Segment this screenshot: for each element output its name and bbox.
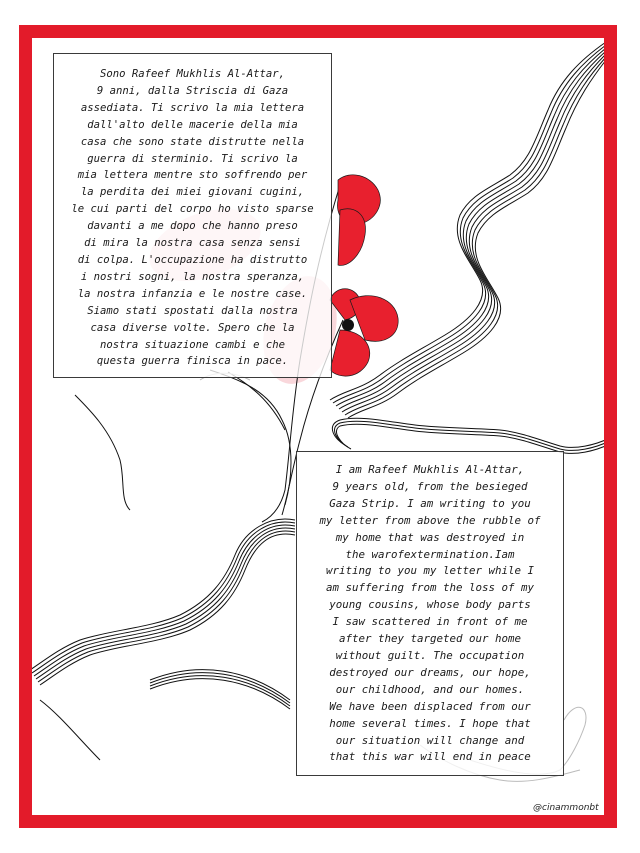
letter-english-text: I am Rafeef Mukhlis Al-Attar, 9 years old, from the besieged Gaza Strip. I am writing to you my letter from above the rubble of my home that was destroyed in the warofextermination.Iam writing to you my letter while I am suffering from the loss of my young cousins, whose body parts I saw scattered in front of me after they targeted our home without guilt. The occupation destroyed our dreams, our hope, our childhood, and our homes. We have been displaced from our home several times. I hope that our situation will change and that this war will end in peace (296, 451, 564, 776)
artist-signature: @cinammonbt (533, 803, 599, 813)
letter-italian-text: Sono Rafeef Mukhlis Al-Attar, 9 anni, dalla Striscia di Gaza assediata. Ti scrivo la mia lettera dall'alto delle macerie della mia casa che sono state distrutte nella guerra di sterminio. Ti scrivo la mia lettera mentre sto soffrendo per la perdita dei miei giovani cugini, le cui parti del corpo ho visto sparse davanti a me dopo che hanno preso di mira la nostra casa senza sensi di colpa. L'occupazione ha distrutto i nostri sogni, la nostra speranza, la nostra infanzia e le nostre case. Siamo stati spostati dalla nostra casa diverse volte. Spero che la nostra situazione cambi e che questa guerra finisca in pace. (53, 53, 332, 378)
